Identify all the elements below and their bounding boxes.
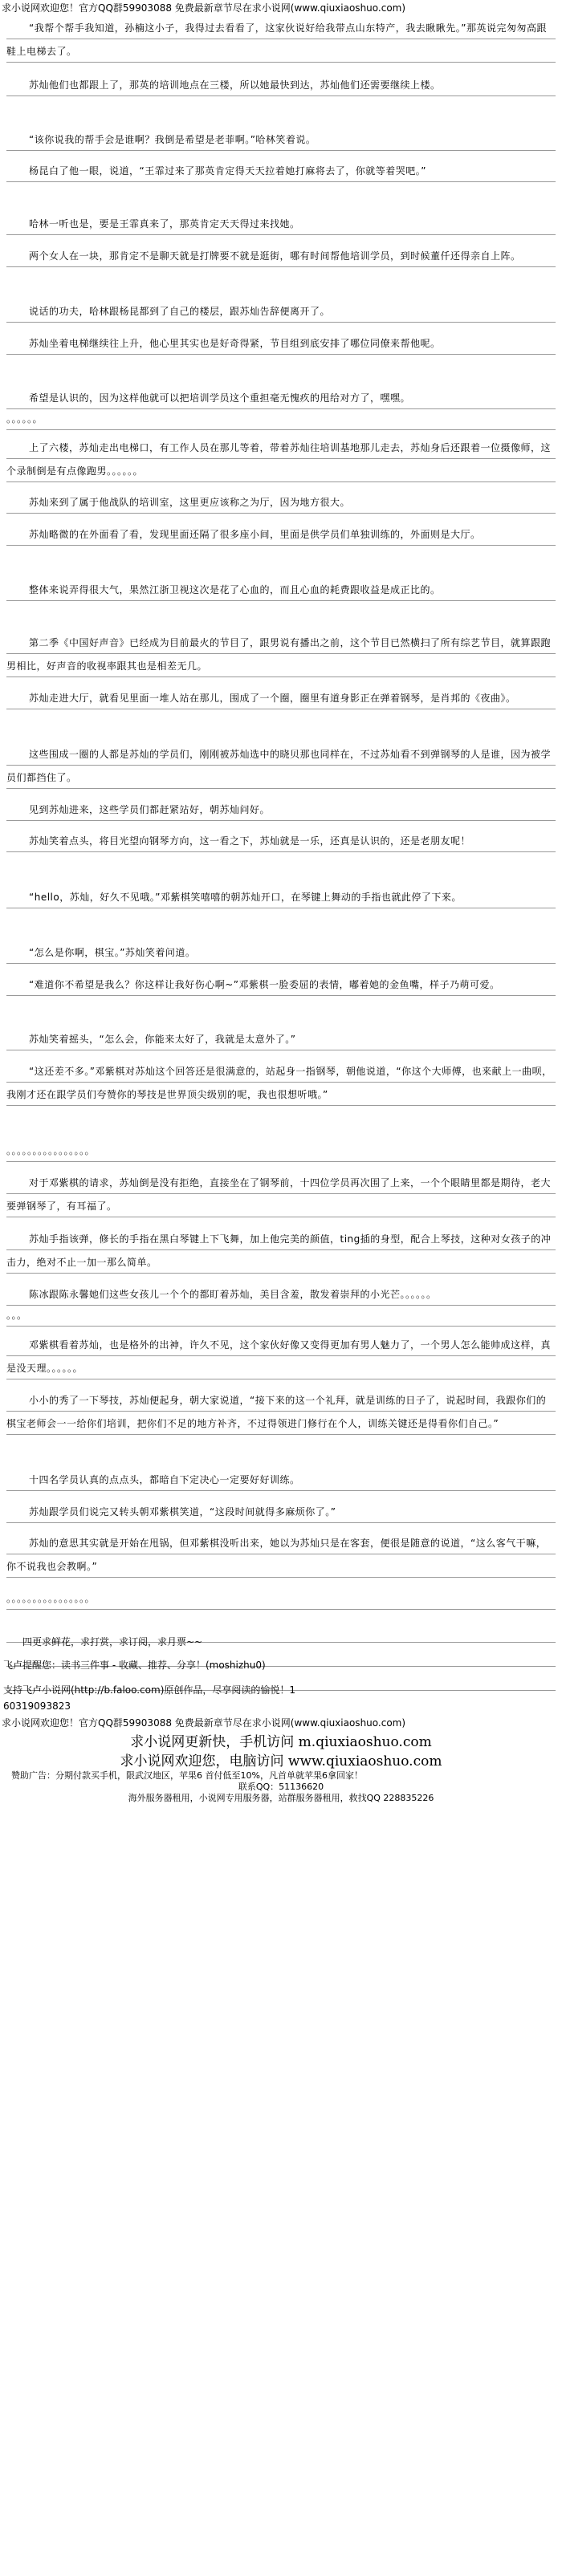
closing-id: 60319093823 (3, 1700, 71, 1712)
closing-support: 支持飞卢小说网(http://b.faloo.com)原创作品，尽享阅读的愉悦！1 (3, 1684, 296, 1696)
paragraph: 十四名学员认真的点点头，都暗自下定决心一定要好好训练。 (6, 1469, 556, 1492)
ellipsis-line: 。。。。。。。。。。。。。。。。 (6, 1140, 556, 1163)
paragraph: 希望是认识的，因为这样他就可以把培训学员这个重担毫无愧疚的甩给对方了，嘿嘿。 (6, 387, 556, 410)
ellipsis-line: 。。。 (6, 1304, 556, 1327)
paragraph: 见到苏灿进来，这些学员们都赶紧站好，朝苏灿问好。 (6, 798, 556, 822)
ellipsis-line: 。。。。。。 (6, 408, 556, 431)
paragraph: 说话的功夫，哈林跟杨昆都到了自己的楼层，跟苏灿告辞便离开了。 (6, 300, 556, 323)
paragraph: 对于邓紫棋的请求，苏灿倒是没有拒绝，直接坐在了钢琴前，十四位学员再次围了上来，一个个眼睛里都是期待，老大要弹钢琴了，有耳福了。 (6, 1172, 556, 1218)
ellipsis-line: 。。。。。。。。。。。。。。。。 (6, 1587, 556, 1611)
mobile-access-link[interactable]: 求小说网更新快，手机访问 m.qiuxiaoshuo.com (130, 1734, 432, 1750)
paragraph: 苏灿笑着点头，将目光望向钢琴方向，这一看之下，苏灿就是一乐，还真是认识的，还是老朋友呢！ (6, 830, 556, 853)
paragraph: 苏灿走进大厅，就看见里面一堆人站在那儿，围成了一个圈，圈里有道身影正在弹着钢琴，是肖邦的《夜曲》。 (6, 687, 556, 710)
paragraph: “难道你不希望是我么？你这样让我好伤心啊~”邓紫棋一脸委屈的表情，嘟着她的金鱼嘴，样子乃萌可爱。 (6, 973, 556, 997)
paragraph: “该你说我的帮手会是谁啊？我倒是希望是老菲啊。”哈林笑着说。 (6, 128, 556, 152)
site-notice-bottom: 求小说网欢迎您！官方QQ群59903088 免费最新章节尽在求小说网(www.qiuxiaoshuo.com) (2, 1717, 406, 1729)
paragraph: 第二季《中国好声音》已经成为目前最火的节目了，跟男说有播出之前，这个节目已然横扫了所有综艺节目，就算跟跑男相比，好声音的收视率跟其也是相差无几。 (6, 632, 556, 678)
paragraph: 苏灿坐着电梯继续往上升，他心里其实也是好奇得紧，节目组到底安排了哪位同僚来帮他呢。 (6, 332, 556, 356)
paragraph: 苏灿跟学员们说完又转头朝邓紫棋笑道，“这段时间就得多麻烦你了。” (6, 1501, 556, 1524)
paragraph: 苏灿略微的在外面看了看，发现里面还隔了很多座小间，里面是供学员们单独训练的，外面则是大厅。 (6, 523, 556, 546)
server-ad[interactable]: 海外服务器租用，小说网专用服务器，站群服务器租用，救找QQ 228835226 (128, 1793, 434, 1803)
sponsor-ad[interactable]: 赞助广告：分期付款买手机，限武汉地区，苹果6 首付低至10%，凡首单就苹果6拿回家！ (11, 1770, 363, 1781)
paragraph: “我帮个帮手我知道，孙楠这小子，我得过去看看了，这家伙说好给我带点山东特产，我去瞅瞅先。”那英说完匆匆高跟鞋上电梯去了。 (6, 17, 556, 63)
paragraph: 苏灿笑着摇头，“怎么会，你能来太好了，我就是太意外了。” (6, 1028, 556, 1051)
paragraph: “这还差不多。”邓紫棋对苏灿这个回答还是很满意的，站起身一指钢琴，朝他说道，“你这个大师傅，也来献上一曲呗，我刚才还在跟学员们夸赞你的琴技是世界顶尖级别的呢，我也很想听哦。” (6, 1060, 556, 1107)
paragraph: 邓紫棋看着苏灿，也是格外的出神，许久不见，这个家伙好像又变得更加有男人魅力了，一个男人怎么能帅成这样，真是没天理。。。。。。 (6, 1334, 556, 1380)
paragraph: “hello，苏灿，好久不见哦。”邓紫棋笑嘻嘻的朝苏灿开口，在琴键上舞动的手指也就此停了下来。 (6, 886, 556, 909)
paragraph: 整体来说弄得很大气，果然江浙卫视这次是花了心血的，而且心血的耗费跟收益是成正比的。 (6, 579, 556, 602)
paragraph: 陈冰跟陈永馨她们这些女孩儿一个个的都盯着苏灿，美目含羞，散发着崇拜的小光芒。。。。。。 (6, 1283, 556, 1306)
paragraph: 哈林一听也是，要是王霏真来了，那英肯定天天得过来找她。 (6, 213, 556, 236)
closing-reminder: 飞卢提醒您：读书三件事 - 收藏、推荐、分享！(moshizhu0) (3, 1660, 266, 1671)
contact-qq: 联系QQ：51136620 (238, 1782, 324, 1792)
paragraph: “怎么是你啊，棋宝。”苏灿笑着问道。 (6, 941, 556, 965)
paragraph: 两个女人在一块，那肯定不是聊天就是打牌要不就是逛街，哪有时间帮他培训学员，到时候董仟还得亲自上阵。 (6, 245, 556, 268)
paragraph: 苏灿的意思其实就是开始在甩锅，但邓紫棋没听出来，她以为苏灿只是在客套，便很是随意的说道，“这么客气干嘛，你不说我也会教啊。” (6, 1532, 556, 1579)
paragraph: 苏灿来到了属于他战队的培训室，这里更应该称之为厅，因为地方很大。 (6, 491, 556, 514)
site-notice-top: 求小说网欢迎您！官方QQ群59903088 免费最新章节尽在求小说网(www.qiuxiaoshuo.com) (2, 2, 406, 14)
paragraph: 苏灿他们也都跟上了，那英的培训地点在三楼，所以她最快到达，苏灿他们还需要继续上楼。 (6, 74, 556, 97)
pc-access-link[interactable]: 求小说网欢迎您，电脑访问 www.qiuxiaoshuo.com (120, 1753, 442, 1769)
paragraph: 这些围成一圈的人都是苏灿的学员们，刚刚被苏灿选中的晓贝那也同样在，不过苏灿看不到弹钢琴的人是谁，因为被学员们都挡住了。 (6, 743, 556, 790)
closing-appeal: 四更求鲜花，求打赏，求订阅，求月票~~ (22, 1636, 203, 1648)
paragraph: 苏灿手指该弹，修长的手指在黑白琴键上下飞舞，加上他完美的颜值，ting插的身型，配合上琴技，这种对女孩子的冲击力，绝对不止一加一那么简单。 (6, 1228, 556, 1274)
paragraph: 小小的秀了一下琴技，苏灿便起身，朝大家说道，“接下来的这一个礼拜，就是训练的日子了，说起时间，我跟你们的棋宝老师会一一给你们培训，把你们不足的地方补齐，不过得领进门修行在个人，训练关键还是得看你们自己。” (6, 1389, 556, 1436)
paragraph: 杨昆白了他一眼，说道，“王霏过来了那英肯定得天天拉着她打麻将去了，你就等着哭吧。” (6, 160, 556, 183)
paragraph: 上了六楼，苏灿走出电梯口，有工作人员在那儿等着，带着苏灿往培训基地那儿走去，苏灿身后还跟着一位摄像师，这个录制倒是有点像跑男。。。。。。 (6, 437, 556, 483)
